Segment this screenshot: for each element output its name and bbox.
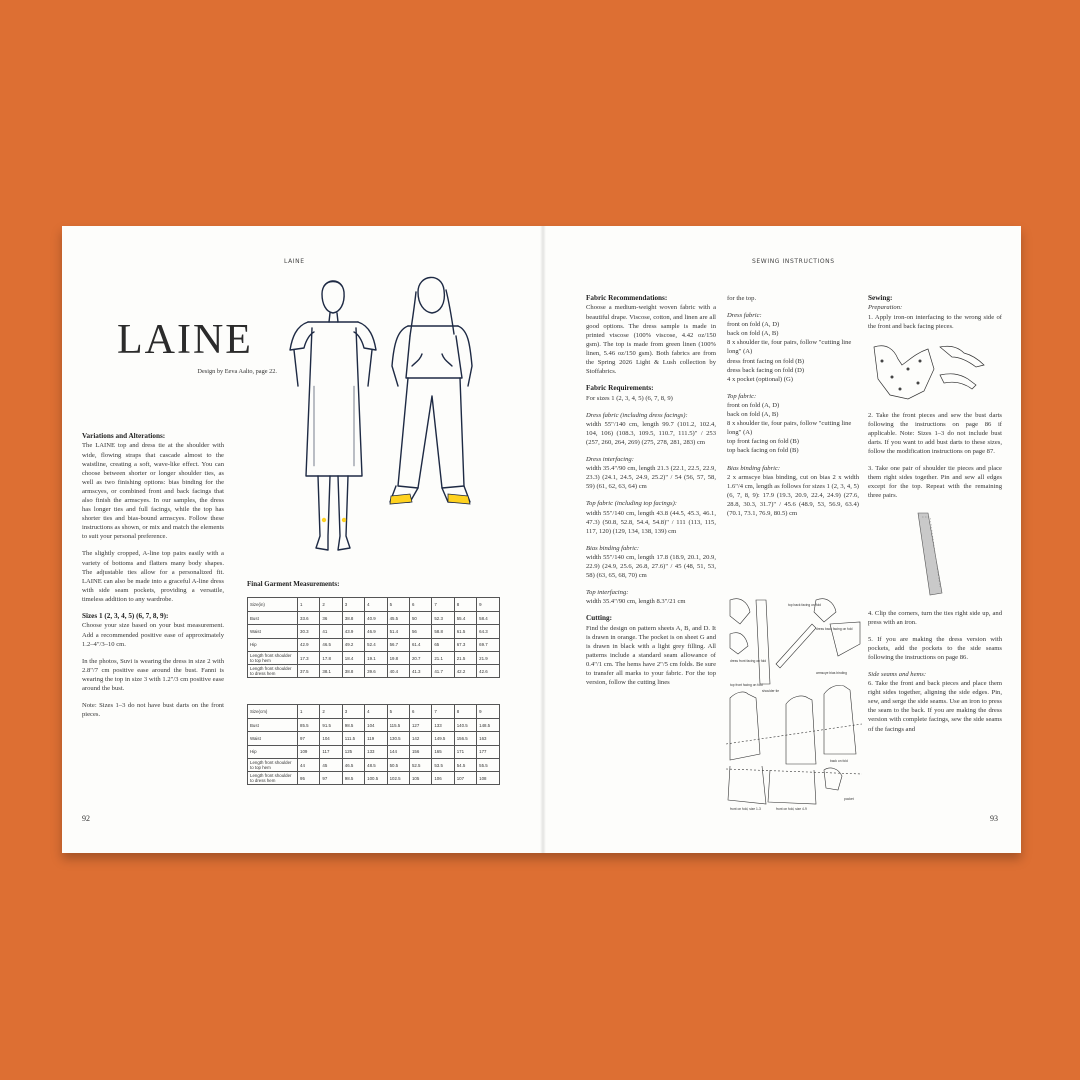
sewing-step-4: 4. Clip the corners, turn the ties right side up, and press with an iron. (868, 609, 1002, 626)
table-cell: 50.5 (387, 758, 409, 771)
table-cell: 3 (342, 598, 364, 612)
table-cell: 50 (409, 612, 431, 625)
top-fabric-label: Top fabric (including top facings): (586, 500, 677, 508)
cutting-layout-diagram (726, 594, 864, 812)
table-cell: 104 (365, 719, 387, 732)
sizes-heading: Sizes 1 (2, 3, 4, 5) (6, 7, 8, 9): (82, 612, 169, 620)
left-running-head: LAINE (284, 258, 305, 265)
table-cell: 156 (409, 745, 431, 758)
table-cell: 107 (454, 772, 476, 785)
table-cell: 6 (409, 705, 431, 719)
table-cell: 38.8 (342, 612, 364, 625)
table-cell: 148.5 (477, 719, 499, 732)
pattern-title: LAINE (117, 317, 253, 363)
table-row-label: Waist (248, 732, 298, 745)
page-gutter (540, 226, 546, 853)
sewing-step-2: 2. Take the front pieces and sew the bust darts following the instructions on page 86 if applicable. Note: Sizes 1–3 do not include bust darts. If you want to add bust darts to these sizes, follow the modification instructions on page 87. (868, 411, 1002, 456)
table-cell: 106 (432, 772, 454, 785)
table-cell: 56 (409, 625, 431, 638)
diagram-label: dress front facing on fold (730, 659, 767, 663)
table-row-label: Length front shoulder to dress hem (248, 665, 298, 678)
dress-cut-item: dress back facing on fold (D) (727, 366, 805, 374)
table-cell: 171 (454, 745, 476, 758)
table-cell: 130.5 (387, 732, 409, 745)
right-running-head: SEWING INSTRUCTIONS (752, 258, 835, 265)
table-cell: 8 (454, 598, 476, 612)
right-page-number: 93 (990, 814, 998, 823)
table-cell: 9 (477, 705, 499, 719)
shoulder-tie-illustration (912, 509, 952, 605)
table-cell: 49.2 (342, 638, 364, 651)
table-cell: 18.4 (342, 651, 364, 664)
table-cell: 64.3 (477, 625, 499, 638)
top-cut-item: front on fold (A, D) (727, 401, 780, 409)
table-cell: 7 (432, 705, 454, 719)
table-row (248, 665, 500, 678)
fabric-column (586, 294, 716, 695)
table-cell: 54.5 (454, 758, 476, 771)
table-cell: 97 (298, 732, 320, 745)
table-cell: 30.3 (298, 625, 320, 638)
table-cell: 8 (454, 705, 476, 719)
table-cell: 67.3 (454, 638, 476, 651)
table-cell: 127 (409, 719, 431, 732)
table-row (248, 732, 500, 745)
sewing-step-3: 3. Take one pair of shoulder tie pieces and place them right sides together. Pin and sew all edges except for the top. Repeat with the remaining three pairs. (868, 465, 1002, 500)
table-cell: 119 (365, 732, 387, 745)
bias-fabric-label: Bias binding fabric: (586, 544, 640, 552)
table-cell: 111.5 (342, 732, 364, 745)
table-row (248, 719, 500, 732)
table-cell: 7 (432, 598, 454, 612)
variations-paragraph-1: The LAINE top and dress tie at the shoulder with wide, flowing straps that cascade almost to the waistline, creating a soft, wave-like effect. You can choose between shorter or longer shoulder ties, as well as two finishing options: bias binding for the armscyes, or combined front and back facings that also finish the armscyes. In our samples, the dress has longer ties and full facings, while the top has shorter ties and bias-bound armscyes. Follow these instructions as shown, or mix and match the elements to suit your personal preference. (82, 442, 224, 541)
table-cell: 4 (365, 598, 387, 612)
table-row (248, 625, 500, 638)
diagram-label: shoulder tie (762, 689, 780, 693)
table-row-label: Length front shoulder to top hem (248, 651, 298, 664)
table-cell: 42.2 (454, 665, 476, 678)
diagram-label: pocket (844, 797, 854, 801)
diagram-label: back on fold (830, 759, 848, 763)
table-row-label: Hip (248, 638, 298, 651)
table-cell: 53.5 (432, 758, 454, 771)
note-paragraph: Note: Sizes 1–3 do not have bust darts on the front pieces. (82, 702, 224, 719)
table-cell: 38.1 (320, 665, 342, 678)
table-cell: 45.5 (387, 612, 409, 625)
diagram-label: front on fold, size 1-3 (730, 807, 761, 811)
fabric-recommendations-heading: Fabric Recommendations: (586, 294, 668, 302)
dress-cut-label: Dress fabric: (727, 312, 762, 320)
measurements-table-inches (247, 597, 500, 678)
top-interfacing-block (586, 588, 716, 606)
top-cut-label: Top fabric: (727, 392, 757, 400)
for-the-top-text: for the top. (727, 295, 757, 302)
table-cell: 17.3 (298, 651, 320, 664)
table-cell: 1 (298, 705, 320, 719)
table-header-row (248, 705, 500, 719)
table-cell: 133 (365, 745, 387, 758)
table-cell: 109 (298, 745, 320, 758)
bias-cut-block (727, 464, 859, 519)
sewing-step-5: 5. If you are making the dress version with pockets, add the pockets to the side seams following the instructions on page 86. (868, 635, 1002, 661)
table-cell: 52.5 (409, 758, 431, 771)
table-cell: 61.5 (454, 625, 476, 638)
side-seams-label: Side seams and hems: (868, 671, 927, 678)
table-row-label: Bust (248, 612, 298, 625)
table-cell: 45 (320, 758, 342, 771)
diagram-label: top back facing on fold (788, 603, 821, 607)
table-cell: 4 (365, 705, 387, 719)
table-cell: 65 (432, 638, 454, 651)
table-cell: 177 (477, 745, 499, 758)
table-cell: 97 (320, 772, 342, 785)
shoulder-tie-illustration-space (868, 509, 1002, 609)
table-cell: 46.5 (342, 758, 364, 771)
table-cell: 1 (298, 598, 320, 612)
table-cell: 2 (320, 705, 342, 719)
table-cell: 17.8 (320, 651, 342, 664)
dress-interfacing-text: width 35.4"/90 cm, length 21.3 (22.1, 22.5, 22.9, 23.3) (24.1, 24.5, 24.9, 25.2)" / 54 (56, 57, 58, 59) (61, 62, 63, 64) cm (586, 465, 716, 491)
table-cell: 9 (477, 598, 499, 612)
designer-byline: Design by Eeva Aalto, page 22. (197, 368, 277, 375)
diagram-label: front on fold, size 4-9 (776, 807, 807, 811)
table-cell: 6 (409, 598, 431, 612)
table-cell: 21.1 (432, 651, 454, 664)
table-cell: 5 (387, 705, 409, 719)
table-cell: 36 (320, 612, 342, 625)
bias-cut-label: Bias binding fabric: (727, 464, 781, 472)
top-cut-list (727, 392, 859, 456)
table-cell: 69.7 (477, 638, 499, 651)
table-cell: 41.3 (409, 665, 431, 678)
table-cell: 105 (409, 772, 431, 785)
dress-cut-item: 8 x shoulder tie, four pairs, follow "cutting line long" (A) (727, 339, 852, 356)
bias-fabric-block (586, 544, 716, 580)
table-cell: 48.5 (365, 758, 387, 771)
table-cell: 52.4 (365, 638, 387, 651)
diagram-label: armscye bias binding (816, 671, 847, 675)
variations-column (82, 432, 224, 727)
table-cell: 33.6 (298, 612, 320, 625)
table-cell: 20.7 (409, 651, 431, 664)
table-cell: 51.4 (387, 625, 409, 638)
top-interfacing-text: width 35.4"/90 cm, length 8.3"/21 cm (586, 598, 686, 606)
table-cell: 95 (298, 772, 320, 785)
sewing-step-1: 1. Apply iron-on interfacing to the wrong side of the front and back facing pieces. (868, 313, 1002, 330)
sewing-heading: Sewing: (868, 294, 893, 302)
table-cell: 133 (432, 719, 454, 732)
table-cell: 46.5 (320, 638, 342, 651)
table-row-label: Size(cm) (248, 705, 298, 719)
table-cell: 163 (477, 732, 499, 745)
dress-fabric-label: Dress fabric (including dress facings): (586, 411, 688, 419)
photos-paragraph: In the photos, Suvi is wearing the dress in size 2 with 2.8"/7 cm positive ease around the bust. Fanni is wearing the top in size 3 with 1.2"/3 cm positive ease around the bust. (82, 657, 224, 692)
table-cell: 19.1 (365, 651, 387, 664)
table-row (248, 745, 500, 758)
table-cell: 56.7 (387, 638, 409, 651)
facing-pieces-illustration (868, 339, 1002, 407)
table-row (248, 638, 500, 651)
table-cell: 142 (409, 732, 431, 745)
top-interfacing-label: Top interfacing: (586, 589, 629, 597)
bias-fabric-text: width 55"/140 cm, length 17.8 (18.9, 20.1, 20.9, 22.9) (24.9, 25.6, 26.8, 27.6)" / 45 (48, 51, 53, 58) (63, 65, 68, 70) cm (586, 553, 716, 580)
table-cell: 40.9 (365, 612, 387, 625)
facing-illustration-space (868, 339, 1002, 411)
table-cell: 21.5 (454, 651, 476, 664)
dress-interfacing-label: Dress interfacing: (586, 456, 634, 464)
variations-paragraph-2: The slightly cropped, A-line top pairs easily with a variety of bottoms and flatters many body shapes. The adjustable ties allow for a personalized fit. LAINE can also be made into a graceful A-line dress with side seam pockets, providing a versatile, timeless addition to any wardrobe. (82, 550, 224, 603)
measurements-table-title: Final Garment Measurements: (247, 580, 340, 588)
table-row-label: Length front shoulder to top hem (248, 758, 298, 771)
table-cell: 44 (298, 758, 320, 771)
table-cell: 156.5 (454, 732, 476, 745)
fabric-requirements-sizes: For sizes 1 (2, 3, 4, 5) (6, 7, 8, 9) (586, 394, 673, 402)
table-cell: 140.5 (454, 719, 476, 732)
table-cell: 125 (342, 745, 364, 758)
table-cell: 40.4 (387, 665, 409, 678)
table-cell: 41 (320, 625, 342, 638)
table-cell: 41.7 (432, 665, 454, 678)
table-cell: 46.9 (365, 625, 387, 638)
left-page-number: 92 (82, 814, 90, 823)
table-cell: 42.9 (298, 638, 320, 651)
table-row (248, 612, 500, 625)
table-cell: 98.5 (342, 719, 364, 732)
table-cell: 55.4 (454, 612, 476, 625)
dress-cut-list (727, 311, 859, 384)
table-cell: 149.5 (432, 732, 454, 745)
measurements-table-cm (247, 704, 500, 785)
preparation-label: Preparation: (868, 304, 903, 312)
top-cut-item: top back facing on fold (B) (727, 447, 799, 455)
table-cell: 21.9 (477, 651, 499, 664)
bias-cut-text: 2 x armscye bias binding, cut on bias 2 x width 1.6"/4 cm, length as follows for sizes 1 (2, 3, 4, 5) (6, 7, 8, 9): 17.9 (19.3, 20.9, 22.4, 24.9) (27.6, 28.8, 30.3, 31.7)" / 45.6 (48.9, 53, 56.9, 63.4) (70.1, 73.1, 76.9, 80.5) cm (727, 473, 859, 517)
dress-cut-item: 4 x pocket (optional) (G) (727, 375, 793, 383)
table-cell: 144 (387, 745, 409, 758)
table-row-label: Waist (248, 625, 298, 638)
table-row (248, 651, 500, 664)
dress-fabric-block (586, 411, 716, 447)
table-row-label: Hip (248, 745, 298, 758)
top-fabric-block (586, 499, 716, 535)
cutting-heading: Cutting: (586, 614, 612, 623)
table-cell: 39.6 (365, 665, 387, 678)
dress-fabric-text: width 55"/140 cm, length 99.7 (101.2, 102.4, 104, 106) (108.3, 109.5, 110.7, 111.5)" / 253 (257, 260, 264, 269) (275, 278, 281, 283) cm (586, 420, 716, 446)
table-cell: 52.3 (432, 612, 454, 625)
fabric-requirements-heading: Fabric Requirements: (586, 384, 654, 393)
table-cell: 55.5 (477, 758, 499, 771)
table-cell: 58.4 (477, 612, 499, 625)
dress-cut-item: dress front facing on fold (B) (727, 357, 805, 365)
sewing-step-6: 6. Take the front and back pieces and place them right sides together, aligning the side edges. Pin, sew, and serge the side seams. Use an iron to press the seam to the back. If you are making the dress version with complete facings, sew the side seams of the facings and (868, 680, 1002, 733)
top-and-pants-figure-illustration (376, 266, 486, 536)
table-cell: 98.5 (342, 772, 364, 785)
table-cell: 85.5 (298, 719, 320, 732)
table-cell: 5 (387, 598, 409, 612)
dress-interfacing-block (586, 455, 716, 491)
cutting-text: Find the design on pattern sheets A, B, and D. It is drawn in orange. The pocket is on sheet G and is drawn in black with a light grey filling. All patterns include a standard seam allowance of 0.4"/1 cm. The hems have 2"/5 cm folds. Be sure to transfer all marks to your fabric. For the top version, follow the cutting lines (586, 624, 716, 687)
sewing-column (868, 294, 1002, 742)
top-cut-item: 8 x shoulder tie, four pairs, follow "cutting line long" (A) (727, 420, 852, 437)
dress-figure-illustration (284, 266, 384, 566)
table-cell: 2 (320, 598, 342, 612)
magazine-spread (62, 226, 1021, 853)
diagram-label: top front facing on fold (730, 683, 763, 687)
top-cut-item: back on fold (A, B) (727, 411, 779, 419)
table-row-label: Length front shoulder to dress hem (248, 772, 298, 785)
table-cell: 100.5 (365, 772, 387, 785)
table-header-row (248, 598, 500, 612)
table-cell: 58.8 (432, 625, 454, 638)
table-cell: 91.5 (320, 719, 342, 732)
table-cell: 43.9 (342, 625, 364, 638)
table-cell: 104 (320, 732, 342, 745)
table-cell: 19.8 (387, 651, 409, 664)
dress-cut-item: back on fold (A, B) (727, 330, 779, 338)
table-row-label: Size(in) (248, 598, 298, 612)
dress-cut-item: front on fold (A, D) (727, 321, 780, 329)
table-cell: 108 (477, 772, 499, 785)
top-fabric-text: width 55"/140 cm, length 43.8 (44.5, 45.3, 46.1, 47.3) (50.8, 52.8, 54.4, 54.8)" / 111 (113, 115, 117, 120) (129, 134, 138, 139) cm (586, 509, 716, 535)
variations-heading: Variations and Alterations: (82, 432, 166, 440)
table-cell: 38.8 (342, 665, 364, 678)
table-cell: 61.4 (409, 638, 431, 651)
table-cell: 102.5 (387, 772, 409, 785)
table-cell: 165 (432, 745, 454, 758)
table-cell: 3 (342, 705, 364, 719)
table-cell: 42.6 (477, 665, 499, 678)
table-row (248, 772, 500, 785)
sizes-paragraph: Choose your size based on your bust measurement. Add a recommended positive ease of approximately 1.2–4"/3–10 cm. (82, 622, 224, 648)
table-cell: 37.5 (298, 665, 320, 678)
top-cut-item: top front facing on fold (B) (727, 438, 799, 446)
table-cell: 117 (320, 745, 342, 758)
table-row-label: Bust (248, 719, 298, 732)
fabric-recommendations-text: Choose a medium-weight woven fabric with a beautiful drape. Viscose, cotton, and linen are all good options. The dress sample is made in printed viscose (100% viscose, 4.42 oz/150 gsm). The top is made from green linen (100% linen, 5.46 oz/150 gsm). Both fabrics are from the Spring 2026 Light & Lush collection by Stoffabrics. (586, 304, 716, 376)
table-cell: 115.5 (387, 719, 409, 732)
diagram-label: dress back facing on fold (816, 627, 853, 631)
cutting-list-column (727, 294, 859, 526)
table-row (248, 758, 500, 771)
